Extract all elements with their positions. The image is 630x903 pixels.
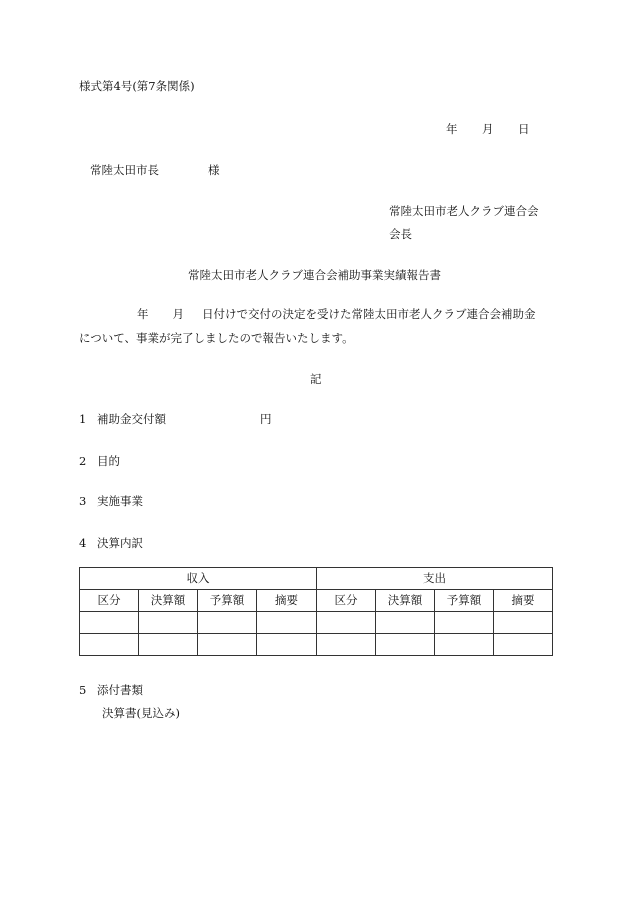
- item-subsidy-unit: 円: [260, 412, 272, 426]
- table-cell: [376, 612, 435, 634]
- column-header: 摘要: [257, 590, 317, 612]
- item-label: 実施事業: [97, 494, 143, 508]
- table-cell: [317, 612, 376, 634]
- table-column-header-row: [80, 590, 553, 612]
- sender-organization: 常陸太田市老人クラブ連合会: [389, 204, 539, 218]
- item-label: 目的: [97, 454, 120, 468]
- column-header: 予算額: [198, 590, 257, 612]
- table-cell: [139, 634, 198, 656]
- body-year: 年: [137, 307, 149, 321]
- settlement-table: [79, 567, 553, 656]
- table-cell: [376, 634, 435, 656]
- expense-header: 支出: [317, 568, 553, 590]
- body-line-1: [137, 309, 536, 321]
- column-header: 区分: [317, 590, 376, 612]
- table-cell: [257, 612, 317, 634]
- table-cell: [198, 634, 257, 656]
- document-title: 常陸太田市老人クラブ連合会補助事業実績報告書: [188, 268, 441, 282]
- table-cell: [317, 634, 376, 656]
- column-header: 摘要: [494, 590, 553, 612]
- date-month: 月: [482, 122, 494, 136]
- body-line-2: について、事業が完了しましたので報告いたします。: [79, 331, 354, 345]
- item-label: 決算内訳: [97, 536, 143, 550]
- item-project: [79, 496, 143, 508]
- item-number: 4: [79, 536, 87, 550]
- item-label: 補助金交付額: [97, 412, 166, 426]
- table-cell: [494, 634, 553, 656]
- item-settlement: [79, 538, 143, 550]
- body-month: 月: [172, 307, 184, 321]
- item-number: 3: [79, 494, 87, 508]
- item-label: 添付書類: [97, 683, 143, 697]
- table-cell: [435, 612, 494, 634]
- addressee-honorific: 様: [208, 163, 220, 177]
- table-cell: [435, 634, 494, 656]
- item-attachments: [79, 685, 143, 697]
- sender-role: 会長: [389, 227, 412, 241]
- table-cell: [139, 612, 198, 634]
- table-cell: [80, 634, 139, 656]
- column-header: 区分: [80, 590, 139, 612]
- item-number: 1: [79, 412, 87, 426]
- table-cell: [80, 612, 139, 634]
- column-header: 予算額: [435, 590, 494, 612]
- income-header: 収入: [80, 568, 317, 590]
- date-line: [446, 124, 530, 136]
- body-line-1-text: 日付けで交付の決定を受けた常陸太田市老人クラブ連合会補助金: [202, 307, 536, 321]
- table-row: [80, 612, 553, 634]
- table-cell: [198, 612, 257, 634]
- addressee-name: 常陸太田市長: [90, 163, 159, 177]
- date-year: 年: [446, 122, 458, 136]
- table-cell: [494, 612, 553, 634]
- table-cell: [257, 634, 317, 656]
- ki-heading: 記: [310, 372, 322, 386]
- item-purpose: [79, 456, 120, 468]
- attachment-entry: 決算書(見込み): [102, 706, 180, 720]
- item-subsidy-amount: [79, 414, 166, 426]
- date-day: 日: [518, 122, 530, 136]
- table-group-header-row: [80, 568, 553, 590]
- column-header: 決算額: [139, 590, 198, 612]
- item-number: 5: [79, 683, 87, 697]
- column-header: 決算額: [376, 590, 435, 612]
- form-number: 様式第4号(第7条関係): [79, 79, 195, 93]
- item-number: 2: [79, 454, 87, 468]
- table-row: [80, 634, 553, 656]
